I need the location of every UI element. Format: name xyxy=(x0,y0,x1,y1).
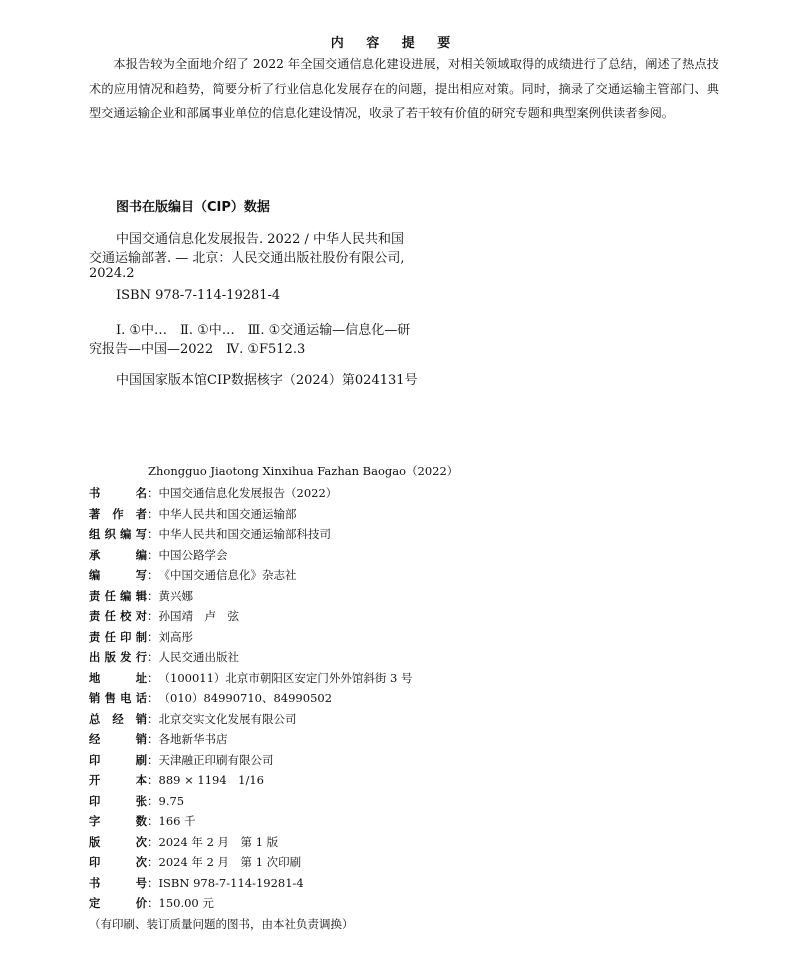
info-label: 著 作 者 xyxy=(89,507,147,521)
info-value: 天津融正印刷有限公司 xyxy=(158,752,274,767)
info-row-editor xyxy=(89,587,193,605)
label-colon: ： xyxy=(147,527,159,541)
info-value: 2024 年 2 月 第 1 次印刷 xyxy=(158,855,302,869)
info-value: 中华人民共和国交通运输部科技司 xyxy=(158,527,331,541)
info-label: 经 销 xyxy=(89,733,147,746)
info-row-format xyxy=(89,771,264,789)
label-colon: ： xyxy=(147,814,159,828)
cip-line-isbn: ISBN 978-7-114-19281-4 xyxy=(116,288,281,303)
label-colon: ： xyxy=(147,752,159,767)
cip-line-classification: Ⅰ. ①中… Ⅱ. ①中… Ⅲ. ①交通运输—信息化—研 xyxy=(116,323,411,338)
info-label: 总 经 销 xyxy=(89,712,147,726)
label-colon: ： xyxy=(147,568,159,582)
label-colon: ： xyxy=(147,875,159,890)
info-value: 中华人民共和国交通运输部 xyxy=(158,506,297,521)
info-row-isbn xyxy=(89,874,304,892)
info-value: 北京交实文化发展有限公司 xyxy=(158,711,297,726)
info-value: 人民交通出版社 xyxy=(158,650,239,664)
label-colon: ： xyxy=(147,609,159,623)
info-value: 中国交通信息化发展报告（2022） xyxy=(158,486,338,500)
info-row-title xyxy=(89,484,337,502)
info-label: 开 本 xyxy=(89,774,147,787)
label-colon: ： xyxy=(147,486,159,500)
info-label: 组织编写 xyxy=(89,528,147,541)
info-row-proofreader xyxy=(89,607,239,625)
summary-body: 本报告较为全面地介绍了 2022 年全国交通信息化建设进展，对相关领域取得的成绩进行了总结，阐述了热点技术的应用情况和趋势，简要分析了行业信息化发展存在的问题，提出相应对策。同时，摘录了交通运输主管部门、典型交通运输企业和部属事业单位的信息化建设情况，收录了若干较有价值的研究专题和典型案例供读者参阅。 xyxy=(89,57,719,120)
info-label: 印 张 xyxy=(89,794,147,808)
info-label: 地 址 xyxy=(89,671,147,685)
info-value: 《中国交通信息化》杂志社 xyxy=(158,568,297,582)
info-value: 2024 年 2 月 第 1 版 xyxy=(158,834,279,849)
info-label: 版 次 xyxy=(89,835,147,849)
info-value: （010）84990710、84990502 xyxy=(158,691,333,705)
info-value: 孙国靖 卢 弦 xyxy=(158,609,239,623)
label-colon: ： xyxy=(147,588,159,603)
info-value: 中国公路学会 xyxy=(158,547,228,562)
info-row-author xyxy=(89,505,297,523)
info-value: 刘高彤 xyxy=(158,629,193,644)
cip-line-title: 中国交通信息化发展报告. 2022 / 中华人民共和国 xyxy=(116,232,404,247)
info-row-organizer xyxy=(89,525,331,543)
label-colon: ： xyxy=(147,834,159,849)
info-row-sales-phone xyxy=(89,689,332,707)
info-value: 889 × 1194 1/16 xyxy=(158,773,264,787)
info-row-sheets xyxy=(89,792,184,810)
label-colon: ： xyxy=(147,670,159,685)
info-row-price xyxy=(89,894,214,912)
info-label: 编 写 xyxy=(89,569,147,582)
info-row-distributor xyxy=(89,710,297,728)
summary-title: 内 容 提 要 xyxy=(330,36,460,51)
info-row-print-supervisor xyxy=(89,628,193,646)
info-row-printer xyxy=(89,751,274,769)
info-value: （100011）北京市朝阳区安定门外外馆斜街 3 号 xyxy=(158,670,413,685)
label-colon: ： xyxy=(147,650,159,664)
info-value: 150.00 元 xyxy=(158,896,214,910)
info-label: 出版发行 xyxy=(89,651,147,664)
info-label: 字 数 xyxy=(89,815,147,828)
label-colon: ： xyxy=(147,732,159,746)
label-colon: ： xyxy=(147,691,159,705)
info-label: 承 编 xyxy=(89,548,147,562)
info-label: 责任校对 xyxy=(89,610,147,623)
info-label: 定 价 xyxy=(89,897,147,910)
info-row-word-count xyxy=(89,812,196,830)
label-colon: ： xyxy=(147,711,159,726)
info-label: 书 号 xyxy=(89,876,147,890)
info-value: 166 千 xyxy=(158,814,196,828)
quality-note: （有印刷、装订质量问题的图书，由本社负责调换） xyxy=(89,917,354,931)
info-value: 黄兴娜 xyxy=(158,588,193,603)
cip-line-publisher: 交通运输部著. — 北京：人民交通出版社股份有限公司, xyxy=(89,251,405,266)
label-colon: ： xyxy=(147,547,159,562)
cip-line-date: 2024.2 xyxy=(89,266,135,281)
info-label: 责任编辑 xyxy=(89,589,147,603)
cip-heading: 图书在版编目（CIP）数据 xyxy=(116,200,270,215)
info-row-publisher xyxy=(89,648,239,666)
label-colon: ： xyxy=(147,896,159,910)
label-colon: ： xyxy=(147,793,159,808)
info-value: 各地新华书店 xyxy=(158,732,228,746)
cip-line-classification-cont: 究报告—中国—2022 Ⅳ. ①F512.3 xyxy=(89,342,306,357)
info-row-edition xyxy=(89,833,278,851)
info-label: 销售电话 xyxy=(89,692,147,705)
label-colon: ： xyxy=(147,855,159,869)
info-row-writer xyxy=(89,566,297,584)
info-label: 责任印制 xyxy=(89,630,147,644)
label-colon: ： xyxy=(147,773,159,787)
pinyin-title: Zhongguo Jiaotong Xinxihua Fazhan Baogao（2022） xyxy=(148,464,459,478)
info-value: 9.75 xyxy=(158,793,185,808)
info-row-retailer xyxy=(89,730,228,748)
info-label: 书 名 xyxy=(89,487,147,500)
info-label: 印 刷 xyxy=(89,753,147,767)
label-colon: ： xyxy=(147,506,159,521)
cip-line-record-number: 中国国家版本馆CIP数据核字（2024）第024131号 xyxy=(116,373,418,388)
info-label: 印 次 xyxy=(89,856,147,869)
info-value: ISBN 978-7-114-19281-4 xyxy=(158,875,304,890)
info-row-compiler xyxy=(89,546,228,564)
info-row-impression xyxy=(89,853,301,871)
info-row-address xyxy=(89,669,413,687)
label-colon: ： xyxy=(147,629,159,644)
